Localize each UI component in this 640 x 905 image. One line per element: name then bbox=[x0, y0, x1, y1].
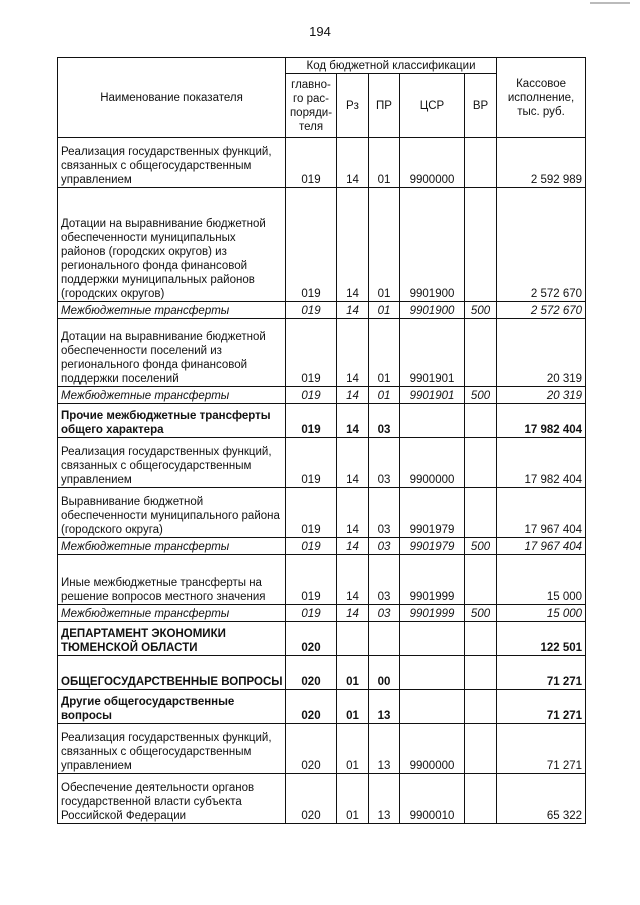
cell-main: 019 bbox=[286, 138, 337, 188]
cell-main: 020 bbox=[286, 690, 337, 724]
cell-pr bbox=[369, 622, 400, 656]
table-row bbox=[58, 555, 586, 605]
cell-rz: 14 bbox=[337, 555, 369, 605]
table-row bbox=[58, 774, 586, 824]
cell-csr: 9901979 bbox=[400, 488, 465, 538]
cell-rz: 14 bbox=[337, 188, 369, 302]
cell-pr: 03 bbox=[369, 605, 400, 622]
cell-amount: 17 967 404 bbox=[497, 488, 586, 538]
table-row bbox=[58, 538, 586, 555]
cell-amount: 71 271 bbox=[497, 690, 586, 724]
cell-amount: 2 592 989 bbox=[497, 138, 586, 188]
cell-vr: 500 bbox=[465, 302, 497, 319]
cell-main: 020 bbox=[286, 724, 337, 774]
cell-main: 020 bbox=[286, 656, 337, 690]
cell-csr: 9900000 bbox=[400, 724, 465, 774]
cell-name: Межбюджетные трансферты bbox=[58, 302, 286, 319]
table-row bbox=[58, 387, 586, 404]
cell-name: Выравнивание бюджетной обеспеченности муниципального района (городского округа) bbox=[58, 488, 286, 538]
cell-amount: 15 000 bbox=[497, 605, 586, 622]
cell-name: Другие общегосударственные вопросы bbox=[58, 690, 286, 724]
cell-name: Дотации на выравнивание бюджетной обеспеченности поселений из регионального фонда финансовой поддержки поселений bbox=[58, 319, 286, 387]
cell-pr: 03 bbox=[369, 438, 400, 488]
cell-main: 019 bbox=[286, 302, 337, 319]
cell-csr: 9901901 bbox=[400, 319, 465, 387]
cell-rz: 14 bbox=[337, 605, 369, 622]
cell-csr: 9901900 bbox=[400, 188, 465, 302]
budget-table bbox=[57, 57, 586, 824]
cell-vr: 500 bbox=[465, 387, 497, 404]
cell-vr: 500 bbox=[465, 538, 497, 555]
cell-csr bbox=[400, 690, 465, 724]
cell-rz: 01 bbox=[337, 656, 369, 690]
header-amount: Кассовое исполнение, тыс. руб. bbox=[497, 58, 586, 138]
cell-csr: 9901901 bbox=[400, 387, 465, 404]
cell-main: 019 bbox=[286, 555, 337, 605]
table-body bbox=[58, 138, 586, 824]
cell-main: 019 bbox=[286, 319, 337, 387]
cell-name: ДЕПАРТАМЕНТ ЭКОНОМИКИ ТЮМЕНСКОЙ ОБЛАСТИ bbox=[58, 622, 286, 656]
cell-pr: 01 bbox=[369, 302, 400, 319]
cell-name: Межбюджетные трансферты bbox=[58, 605, 286, 622]
table-row bbox=[58, 319, 586, 387]
cell-main: 019 bbox=[286, 387, 337, 404]
cell-csr: 9901900 bbox=[400, 302, 465, 319]
cell-rz: 14 bbox=[337, 438, 369, 488]
cell-vr bbox=[465, 488, 497, 538]
table-row bbox=[58, 138, 586, 188]
cell-amount: 122 501 bbox=[497, 622, 586, 656]
cell-rz: 01 bbox=[337, 774, 369, 824]
cell-pr: 13 bbox=[369, 690, 400, 724]
cell-name: ОБЩЕГОСУДАРСТВЕННЫЕ ВОПРОСЫ bbox=[58, 656, 286, 690]
cell-pr: 03 bbox=[369, 555, 400, 605]
header-classification-group: Код бюджетной классификации bbox=[286, 58, 497, 74]
cell-amount: 17 982 404 bbox=[497, 438, 586, 488]
cell-vr bbox=[465, 138, 497, 188]
cell-main: 020 bbox=[286, 774, 337, 824]
cell-amount: 2 572 670 bbox=[497, 302, 586, 319]
cell-rz: 01 bbox=[337, 690, 369, 724]
cell-vr bbox=[465, 188, 497, 302]
cell-main: 019 bbox=[286, 188, 337, 302]
cell-vr bbox=[465, 656, 497, 690]
cell-rz bbox=[337, 622, 369, 656]
table-row bbox=[58, 622, 586, 656]
header-rz: Рз bbox=[337, 74, 369, 138]
cell-csr bbox=[400, 656, 465, 690]
cell-amount: 2 572 670 bbox=[497, 188, 586, 302]
cell-pr: 03 bbox=[369, 538, 400, 555]
table-row bbox=[58, 488, 586, 538]
cell-name: Реализация государственных функций, связанных с общегосударственным управлением bbox=[58, 438, 286, 488]
cell-pr: 01 bbox=[369, 319, 400, 387]
cell-vr bbox=[465, 404, 497, 438]
table-header bbox=[58, 58, 586, 138]
table-row bbox=[58, 690, 586, 724]
cell-main: 019 bbox=[286, 605, 337, 622]
cell-amount: 71 271 bbox=[497, 656, 586, 690]
header-pr: ПР bbox=[369, 74, 400, 138]
table-row bbox=[58, 724, 586, 774]
cell-amount: 65 322 bbox=[497, 774, 586, 824]
cell-vr bbox=[465, 319, 497, 387]
header-vr: ВР bbox=[465, 74, 497, 138]
table-row bbox=[58, 656, 586, 690]
cell-csr: 9900000 bbox=[400, 138, 465, 188]
scan-edge-mark bbox=[590, 2, 630, 4]
header-csr: ЦСР bbox=[400, 74, 465, 138]
cell-name: Обеспечение деятельности органов государственной власти субъекта Российской Федерации bbox=[58, 774, 286, 824]
cell-name: Прочие межбюджетные трансферты общего характера bbox=[58, 404, 286, 438]
table-row bbox=[58, 302, 586, 319]
cell-csr: 9900000 bbox=[400, 438, 465, 488]
cell-rz: 01 bbox=[337, 724, 369, 774]
cell-name: Межбюджетные трансферты bbox=[58, 538, 286, 555]
cell-pr: 03 bbox=[369, 488, 400, 538]
cell-rz: 14 bbox=[337, 488, 369, 538]
cell-rz: 14 bbox=[337, 538, 369, 555]
cell-name: Реализация государственных функций, связанных с общегосударственным управлением bbox=[58, 138, 286, 188]
cell-pr: 01 bbox=[369, 387, 400, 404]
cell-amount: 17 982 404 bbox=[497, 404, 586, 438]
cell-amount: 15 000 bbox=[497, 555, 586, 605]
cell-csr bbox=[400, 404, 465, 438]
cell-vr bbox=[465, 438, 497, 488]
cell-main: 019 bbox=[286, 488, 337, 538]
cell-name: Реализация государственных функций, связанных с общегосударственным управлением bbox=[58, 724, 286, 774]
cell-amount: 71 271 bbox=[497, 724, 586, 774]
cell-vr bbox=[465, 690, 497, 724]
cell-main: 019 bbox=[286, 438, 337, 488]
cell-pr: 13 bbox=[369, 724, 400, 774]
cell-vr bbox=[465, 774, 497, 824]
header-main-administrator: главно-го рас-поряди-теля bbox=[286, 74, 337, 138]
cell-pr: 01 bbox=[369, 188, 400, 302]
cell-rz: 14 bbox=[337, 387, 369, 404]
cell-name: Дотации на выравнивание бюджетной обеспеченности муниципальных районов (городских округов) из регионального фонда финансовой поддержки муниципальных районов (городских округов) bbox=[58, 188, 286, 302]
cell-csr: 9901999 bbox=[400, 555, 465, 605]
cell-name: Межбюджетные трансферты bbox=[58, 387, 286, 404]
cell-rz: 14 bbox=[337, 138, 369, 188]
cell-rz: 14 bbox=[337, 302, 369, 319]
cell-main: 020 bbox=[286, 622, 337, 656]
cell-rz: 14 bbox=[337, 404, 369, 438]
header-name: Наименование показателя bbox=[58, 58, 286, 138]
cell-pr: 01 bbox=[369, 138, 400, 188]
cell-csr: 9901979 bbox=[400, 538, 465, 555]
cell-vr bbox=[465, 555, 497, 605]
cell-vr bbox=[465, 622, 497, 656]
cell-pr: 00 bbox=[369, 656, 400, 690]
cell-csr bbox=[400, 622, 465, 656]
table-row bbox=[58, 404, 586, 438]
table-row bbox=[58, 605, 586, 622]
cell-name: Иные межбюджетные трансферты на решение вопросов местного значения bbox=[58, 555, 286, 605]
cell-pr: 13 bbox=[369, 774, 400, 824]
cell-csr: 9901999 bbox=[400, 605, 465, 622]
cell-csr: 9900010 bbox=[400, 774, 465, 824]
cell-amount: 20 319 bbox=[497, 387, 586, 404]
cell-rz: 14 bbox=[337, 319, 369, 387]
table-row bbox=[58, 438, 586, 488]
cell-vr: 500 bbox=[465, 605, 497, 622]
cell-main: 019 bbox=[286, 404, 337, 438]
cell-amount: 17 967 404 bbox=[497, 538, 586, 555]
cell-pr: 03 bbox=[369, 404, 400, 438]
table-row bbox=[58, 188, 586, 302]
cell-vr bbox=[465, 724, 497, 774]
cell-main: 019 bbox=[286, 538, 337, 555]
page-number: 194 bbox=[309, 24, 331, 39]
cell-amount: 20 319 bbox=[497, 319, 586, 387]
